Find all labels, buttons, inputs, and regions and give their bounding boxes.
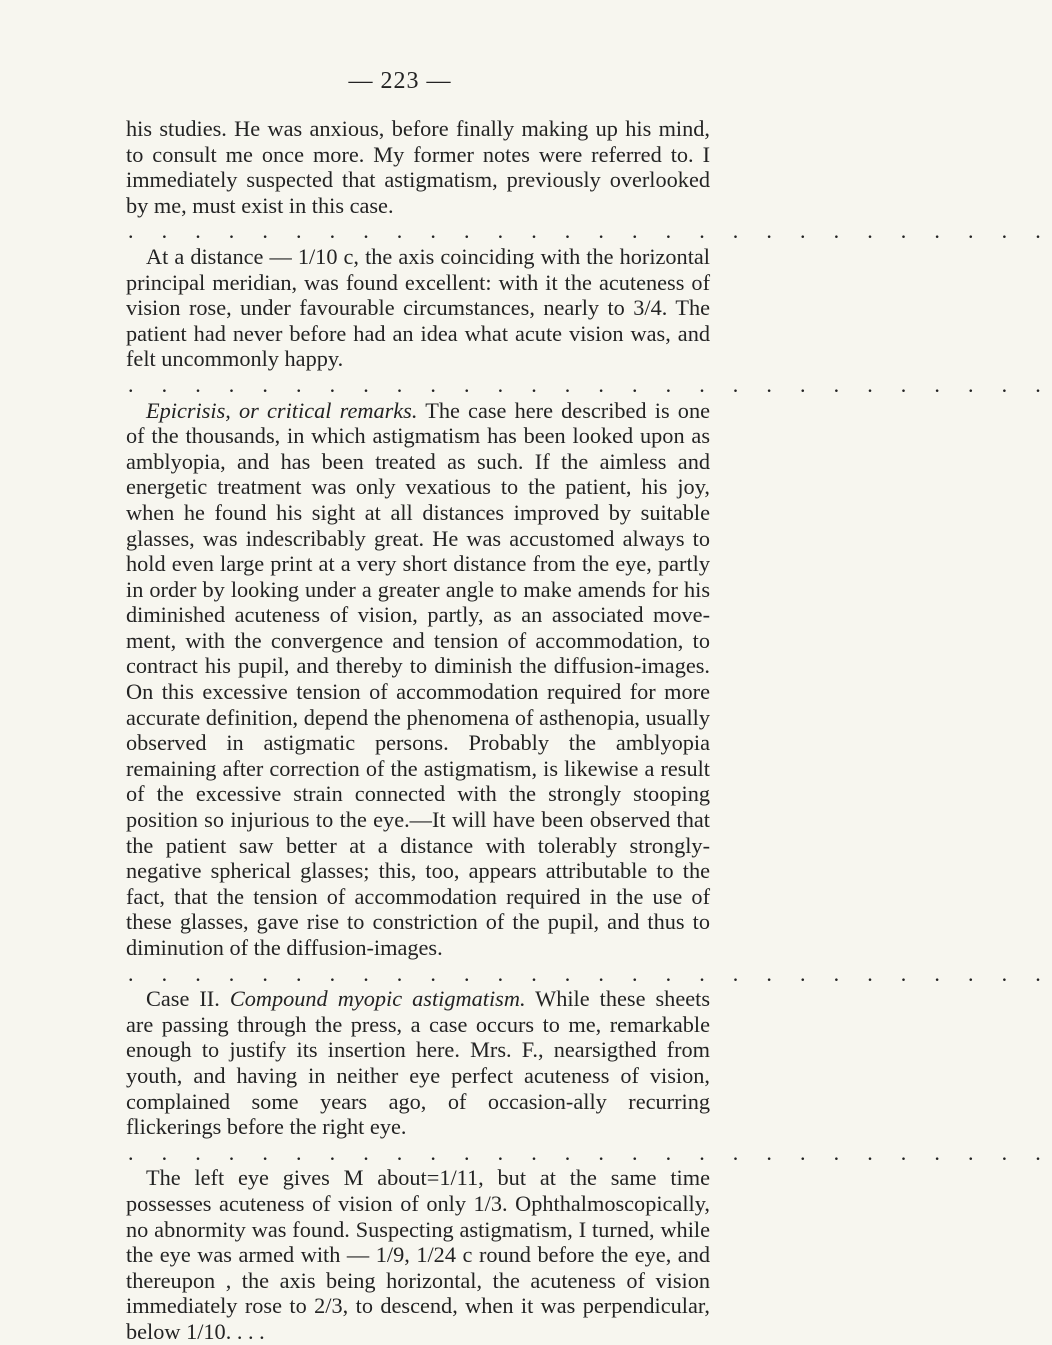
paragraph-4-text: While these sheets are passing through the press, a case occurs to me, remarkable enough to justify its insertion here. Mrs. F., nearsigthed from youth, and having in neither eye perfect acuteness of vision, complained some years ago, of occasion-ally recurring flickerings before the right eye. [126, 986, 710, 1140]
case-heading: Case II. [146, 986, 230, 1012]
epicrisis-heading: Epicrisis, or critical remarks. [146, 397, 418, 423]
paragraph-1: his studies. He was anxious, before finally making up his mind, to consult me once more. My former notes were referred to. I immediately suspected that astigmatism, previously overlooked by me, must exist in this case. [126, 116, 710, 218]
paragraph-4 [126, 986, 710, 1140]
paragraph-5: The left eye gives M about=1/11, but at the same time possesses acuteness of vision of only 1/3. Ophthalmoscopically, no abnormity was found. Suspecting astigmatism, I turned, while the eye was armed with — 1/9, 1/24 c round before the eye, and thereupon , the axis being horizontal, the acuteness of vision immediately rose to 2/3, to descend, when it was perpendicular, below 1/10. . . . [126, 1165, 710, 1344]
paragraph-2: At a distance — 1/10 c, the axis coinciding with the horizontal principal meridian, was found excellent: with it the acuteness of vision rose, under favourable circumstances, nearly to 3/4. The patient had never before had an idea what acute vision was, and felt uncommonly happy. [126, 243, 710, 372]
ellipsis-row-4: . . . . . . . . . . . . . . . . . . . . . . . . . . . . [128, 1139, 1052, 1165]
ellipsis-row-2: . . . . . . . . . . . . . . . . . . . . . . . . . . . . [128, 371, 1052, 397]
paragraph-3-text: The case here described is one of the thousands, in which astigmatism has been looked upon as amblyopia, and has been treated as such. If the aimless and energetic treatment was only vexatious to the patient, his joy, when he found his sight at all distances improved by suitable glasses, was indescribably great. He was accustomed always to hold even large print at a very short distance from the eye, partly in order by looking under a greater angle to make amends for his diminished acuteness of vision, partly, as an associated move-ment, with the convergence and tension of accommodation, to contract his pupil, and thereby to diminish the diffusion-images. On this excessive tension of accommodation required for more accurate definition, depend the phenomena of asthenopia, usually observed in astigmatic persons. Probably the amblyopia remaining after correction of the astigmatism, is likewise a result of the excessive strain connected with the strongly stooping position so injurious to the eye.—It will have been observed that the patient saw better at a distance with tolerably strongly-negative spherical glasses; this, too, appears attributable to the fact, that the tension of accommodation required in the use of these glasses, gave rise to constriction of the pupil, and thus to diminution of the diffusion-images. [126, 397, 710, 960]
ellipsis-row-1: . . . . . . . . . . . . . . . . . . . . . . . . . . . . [128, 218, 1052, 244]
ellipsis-row-3: . . . . . . . . . . . . . . . . . . . . . . . . . . . . [128, 960, 1052, 986]
paragraph-3 [126, 398, 710, 961]
page-body [126, 116, 1052, 1345]
page-number: — 223 — [348, 68, 452, 94]
case-subheading: Compound myopic astigmatism. [229, 986, 526, 1012]
